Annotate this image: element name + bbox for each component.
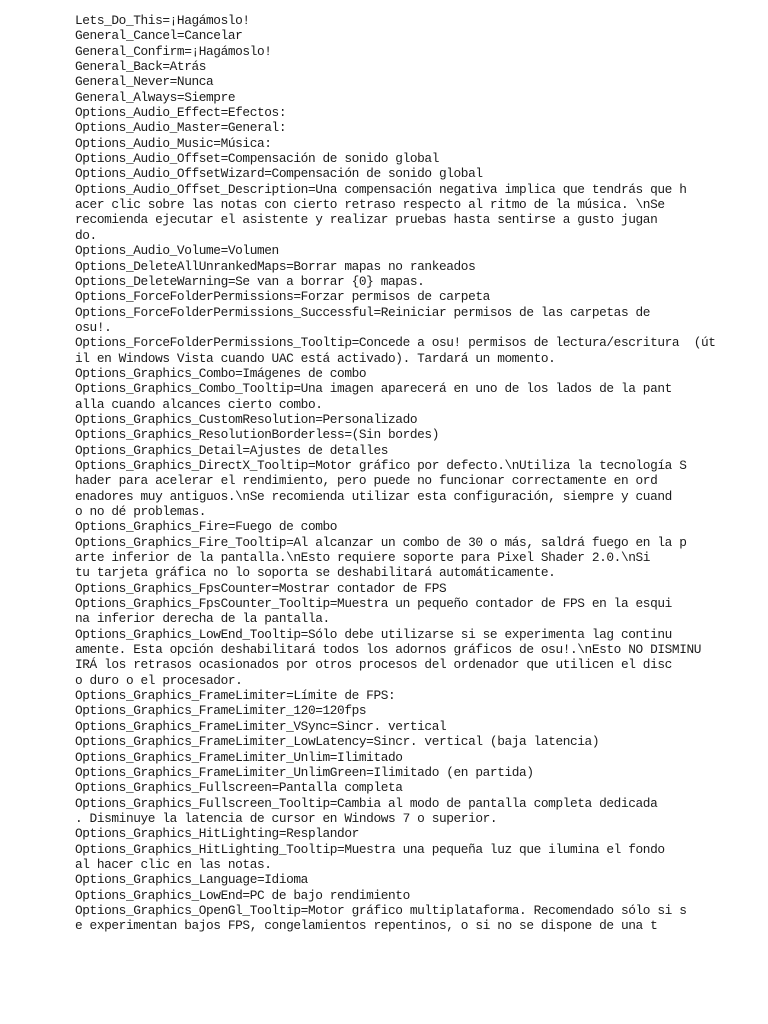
text-line: Options_Graphics_Combo=Imágenes de combo [75,365,367,381]
text-line: Options_DeleteAllUnrankedMaps=Borrar mapas no rankeados [75,258,476,274]
document-text [75,13,725,934]
text-line: General_Cancel=Cancelar [75,28,243,44]
text-line: General_Confirm=¡Hagámoslo! [75,43,272,59]
text-line: al hacer clic en las notas. [75,856,272,872]
text-line: Options_Graphics_ResolutionBorderless=(Sin bordes) [75,427,439,443]
text-line: Options_Audio_Effect=Efectos: [75,105,287,121]
text-line: Lets_Do_This=¡Hagámoslo! [75,13,250,28]
text-line: Options_Graphics_FrameLimiter=Límite de FPS: [75,688,396,704]
text-line: Options_Graphics_CustomResolution=Personalizado [75,411,418,427]
text-line: Options_Graphics_Combo_Tooltip=Una imagen aparecerá en uno de los lados de la pant [75,381,672,397]
text-line: Options_Graphics_HitLighting=Resplandor [75,826,359,842]
text-line: do. [75,227,97,243]
text-line: Options_Graphics_FrameLimiter_VSync=Sincr. vertical [75,718,447,734]
text-line: . Disminuye la latencia de cursor en Windows 7 o superior. [75,810,498,826]
text-line: Options_Graphics_FrameLimiter_Unlim=Ilimitado [75,749,403,765]
text-line: Options_Audio_Volume=Volumen [75,243,279,259]
text-line: Options_Graphics_LowEnd_Tooltip=Sólo debe utilizarse si se experimenta lag continu [75,626,672,642]
text-line: Options_Audio_OffsetWizard=Compensación de sonido global [75,166,483,182]
text-line: Options_Graphics_FrameLimiter_LowLatency=Sincr. vertical (baja latencia) [75,734,600,750]
text-line: na inferior derecha de la pantalla. [75,611,330,627]
text-line: enadores muy antiguos.\nSe recomienda utilizar esta configuración, siempre y cuand [75,488,672,504]
text-line: amente. Esta opción deshabilitará todos los adornos gráficos de osu!.\nEsto NO DISMINU [75,642,702,658]
text-line: Options_Graphics_DirectX_Tooltip=Motor gráfico por defecto.\nUtiliza la tecnología S [75,457,687,473]
text-line: alla cuando alcances cierto combo. [75,396,323,412]
text-line: Options_Graphics_Fullscreen=Pantalla completa [75,780,403,796]
text-line: Options_Graphics_HitLighting_Tooltip=Muestra una pequeña luz que ilumina el fondo [75,841,665,857]
text-line: Options_ForceFolderPermissions=Forzar permisos de carpeta [75,289,490,305]
text-line: acer clic sobre las notas con cierto retraso respecto al ritmo de la música. \nSe [75,197,665,213]
text-line: Options_ForceFolderPermissions_Tooltip=Concede a osu! permisos de lectura/escritura (út [75,335,716,351]
text-line: o no dé problemas. [75,504,207,519]
text-line: Options_ForceFolderPermissions_Successful=Reiniciar permisos de las carpetas de [75,304,651,320]
text-line: arte inferior de la pantalla.\nEsto requiere soporte para Pixel Shader 2.0.\nSi [75,550,651,566]
text-line: Options_Graphics_FpsCounter_Tooltip=Muestra un pequeño contador de FPS en la esqui [75,596,672,612]
text-line: General_Back=Atrás [75,59,207,75]
text-line: Options_Audio_Offset_Description=Una compensación negativa implica que tendrás que h [75,181,687,197]
text-line: Options_Audio_Master=General: [75,120,287,136]
text-line: Options_DeleteWarning=Se van a borrar {0} mapas. [75,273,425,289]
text-line: il en Windows Vista cuando UAC está activado). Tardará un momento. [75,350,556,366]
text-line: Options_Graphics_FpsCounter=Mostrar contador de FPS [75,580,447,596]
text-line: hader para acelerar el rendimiento, pero puede no funcionar correctamente en ord [75,473,658,489]
text-line: tu tarjeta gráfica no lo soporta se deshabilitará automáticamente. [75,565,556,581]
text-line: recomienda ejecutar el asistente y realizar pruebas hasta sentirse a gusto jugan [75,212,658,228]
text-line: o duro o el procesador. [75,672,243,688]
text-line: Options_Graphics_LowEnd=PC de bajo rendimiento [75,887,410,903]
text-line: Options_Graphics_Fire=Fuego de combo [75,519,338,535]
text-line: osu!. [75,319,112,335]
text-line: General_Never=Nunca [75,74,214,90]
text-line: Options_Graphics_Fullscreen_Tooltip=Cambia al modo de pantalla completa dedicada [75,795,658,811]
text-line: Options_Graphics_FrameLimiter_UnlimGreen=Ilimitado (en partida) [75,764,534,780]
text-line: Options_Graphics_OpenGl_Tooltip=Motor gráfico multiplataforma. Recomendado sólo si s [75,902,687,918]
text-line: Options_Graphics_Fire_Tooltip=Al alcanzar un combo de 30 o más, saldrá fuego en la p [75,534,687,550]
text-line: IRÁ los retrasos ocasionados por otros procesos del ordenador que utilicen el disc [75,657,672,673]
text-line: Options_Graphics_FrameLimiter_120=120fps [75,703,367,719]
text-line: Options_Graphics_Language=Idioma [75,872,308,888]
text-line: General_Always=Siempre [75,89,236,105]
text-line: Options_Audio_Music=Música: [75,135,272,151]
text-line: e experimentan bajos FPS, congelamientos repentinos, o si no se dispone de una t [75,918,658,934]
text-line: Options_Graphics_Detail=Ajustes de detalles [75,442,389,458]
text-line: Options_Audio_Offset=Compensación de sonido global [75,151,439,167]
